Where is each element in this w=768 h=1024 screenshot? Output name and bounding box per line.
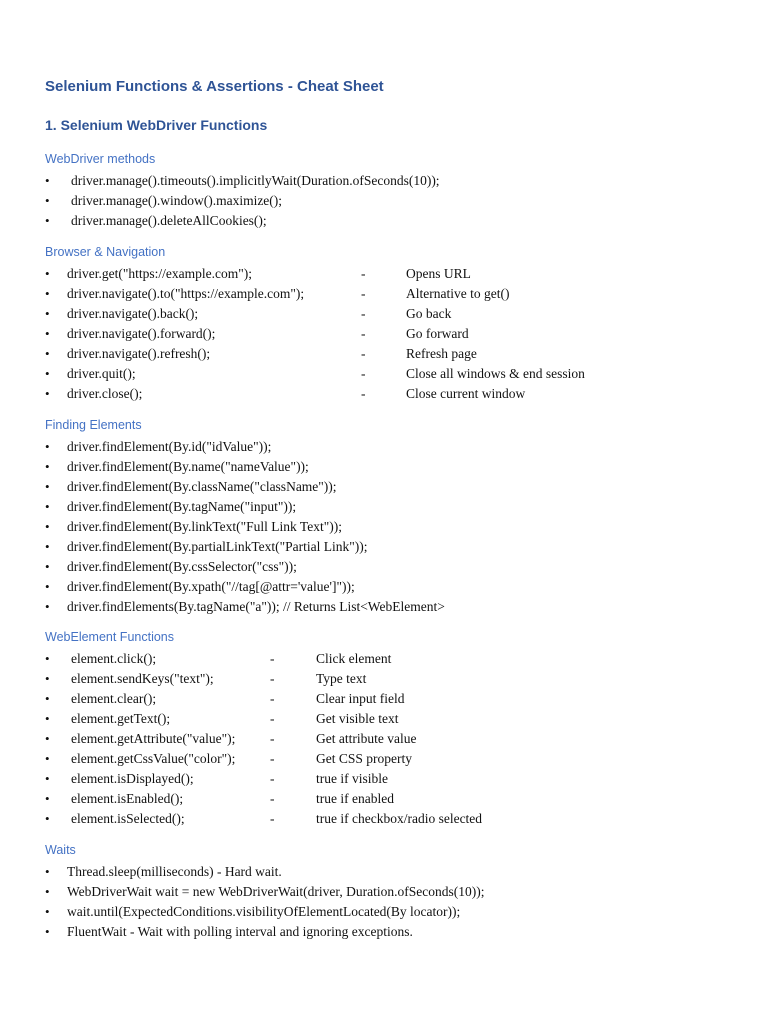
code-text: WebDriverWait wait = new WebDriverWait(driver, Duration.ofSeconds(10)); [67,884,485,899]
code-text: driver.findElement(By.name("nameValue")); [67,459,309,474]
webelement-functions-heading: WebElement Functions [45,630,174,644]
bullet-icon: • [45,599,50,614]
code-text: Thread.sleep(milliseconds) - Hard wait. [67,864,282,879]
code-text: driver.findElement(By.partialLinkText("Partial Link")); [67,539,368,554]
separator-dash: - [361,266,366,281]
code-text: driver.get("https://example.com"); [67,266,252,281]
document-title: Selenium Functions & Assertions - Cheat Sheet [45,78,384,95]
bullet-icon: • [45,651,50,666]
separator-dash: - [270,751,275,766]
bullet-icon: • [45,771,50,786]
code-text: element.getAttribute("value"); [71,731,236,746]
bullet-icon: • [45,671,50,686]
description-text: Refresh page [406,346,477,361]
separator-dash: - [361,366,366,381]
bullet-icon: • [45,924,50,939]
code-text: driver.findElement(By.xpath("//tag[@attr='value']")); [67,579,355,594]
bullet-icon: • [45,519,50,534]
bullet-icon: • [45,791,50,806]
code-text: element.getText(); [71,711,171,726]
bullet-icon: • [45,691,50,706]
bullet-icon: • [45,439,50,454]
code-text: element.isDisplayed(); [71,771,194,786]
separator-dash: - [270,791,275,806]
webdriver-methods-heading: WebDriver methods [45,152,156,166]
code-text: wait.until(ExpectedConditions.visibilityOfElementLocated(By locator)); [67,904,461,919]
bullet-icon: • [45,213,50,228]
bullet-icon: • [45,386,50,401]
separator-dash: - [361,306,366,321]
description-text: true if enabled [316,791,394,806]
code-text: element.getCssValue("color"); [71,751,236,766]
description-text: Go forward [406,326,469,341]
finding-elements-heading: Finding Elements [45,418,142,432]
bullet-icon: • [45,884,50,899]
code-text: driver.findElements(By.tagName("a")); // Returns List<WebElement> [67,599,445,614]
description-text: Clear input field [316,691,405,706]
separator-dash: - [270,711,275,726]
description-text: Close all windows & end session [406,366,585,381]
bullet-icon: • [45,904,50,919]
description-text: Go back [406,306,452,321]
waits-heading: Waits [45,843,76,857]
bullet-icon: • [45,864,50,879]
code-text: element.isEnabled(); [71,791,184,806]
code-text: driver.close(); [67,386,143,401]
bullet-icon: • [45,326,50,341]
separator-dash: - [361,386,366,401]
description-text: Click element [316,651,392,666]
bullet-icon: • [45,173,50,188]
bullet-icon: • [45,711,50,726]
description-text: Alternative to get() [406,286,510,301]
section-heading: 1. Selenium WebDriver Functions [45,117,268,133]
code-text: driver.findElement(By.id("idValue")); [67,439,272,454]
separator-dash: - [270,731,275,746]
code-text: driver.navigate().back(); [67,306,199,321]
separator-dash: - [270,771,275,786]
bullet-icon: • [45,479,50,494]
bullet-icon: • [45,579,50,594]
description-text: Get CSS property [316,751,412,766]
code-text: driver.quit(); [67,366,136,381]
code-text: driver.findElement(By.cssSelector("css")); [67,559,297,574]
description-text: true if visible [316,771,388,786]
code-text: driver.navigate().to("https://example.com"); [67,286,305,301]
bullet-icon: • [45,559,50,574]
description-text: Type text [316,671,367,686]
bullet-icon: • [45,366,50,381]
bullet-icon: • [45,459,50,474]
separator-dash: - [361,326,366,341]
separator-dash: - [361,286,366,301]
separator-dash: - [270,671,275,686]
separator-dash: - [270,811,275,826]
separator-dash: - [270,651,275,666]
bullet-icon: • [45,286,50,301]
bullet-icon: • [45,266,50,281]
code-text: element.isSelected(); [71,811,185,826]
bullet-icon: • [45,346,50,361]
description-text: Get attribute value [316,731,417,746]
code-text: driver.findElement(By.className("className")); [67,479,337,494]
bullet-icon: • [45,731,50,746]
bullet-icon: • [45,306,50,321]
separator-dash: - [361,346,366,361]
bullet-icon: • [45,811,50,826]
description-text: Close current window [406,386,526,401]
code-text: driver.findElement(By.linkText("Full Link Text")); [67,519,342,534]
bullet-icon: • [45,751,50,766]
bullet-icon: • [45,193,50,208]
code-text: driver.manage().window().maximize(); [71,193,283,208]
bullet-icon: • [45,499,50,514]
bullet-icon: • [45,539,50,554]
code-text: driver.navigate().refresh(); [67,346,211,361]
code-text: element.clear(); [71,691,157,706]
description-text: Get visible text [316,711,399,726]
description-text: Opens URL [406,266,471,281]
separator-dash: - [270,691,275,706]
code-text: element.sendKeys("text"); [71,671,214,686]
code-text: FluentWait - Wait with polling interval and ignoring exceptions. [67,924,413,939]
code-text: element.click(); [71,651,157,666]
description-text: true if checkbox/radio selected [316,811,483,826]
code-text: driver.manage().timeouts().implicitlyWait(Duration.ofSeconds(10)); [71,173,440,188]
code-text: driver.manage().deleteAllCookies(); [71,213,267,228]
code-text: driver.navigate().forward(); [67,326,216,341]
browser-navigation-heading: Browser & Navigation [45,245,166,259]
code-text: driver.findElement(By.tagName("input")); [67,499,297,514]
